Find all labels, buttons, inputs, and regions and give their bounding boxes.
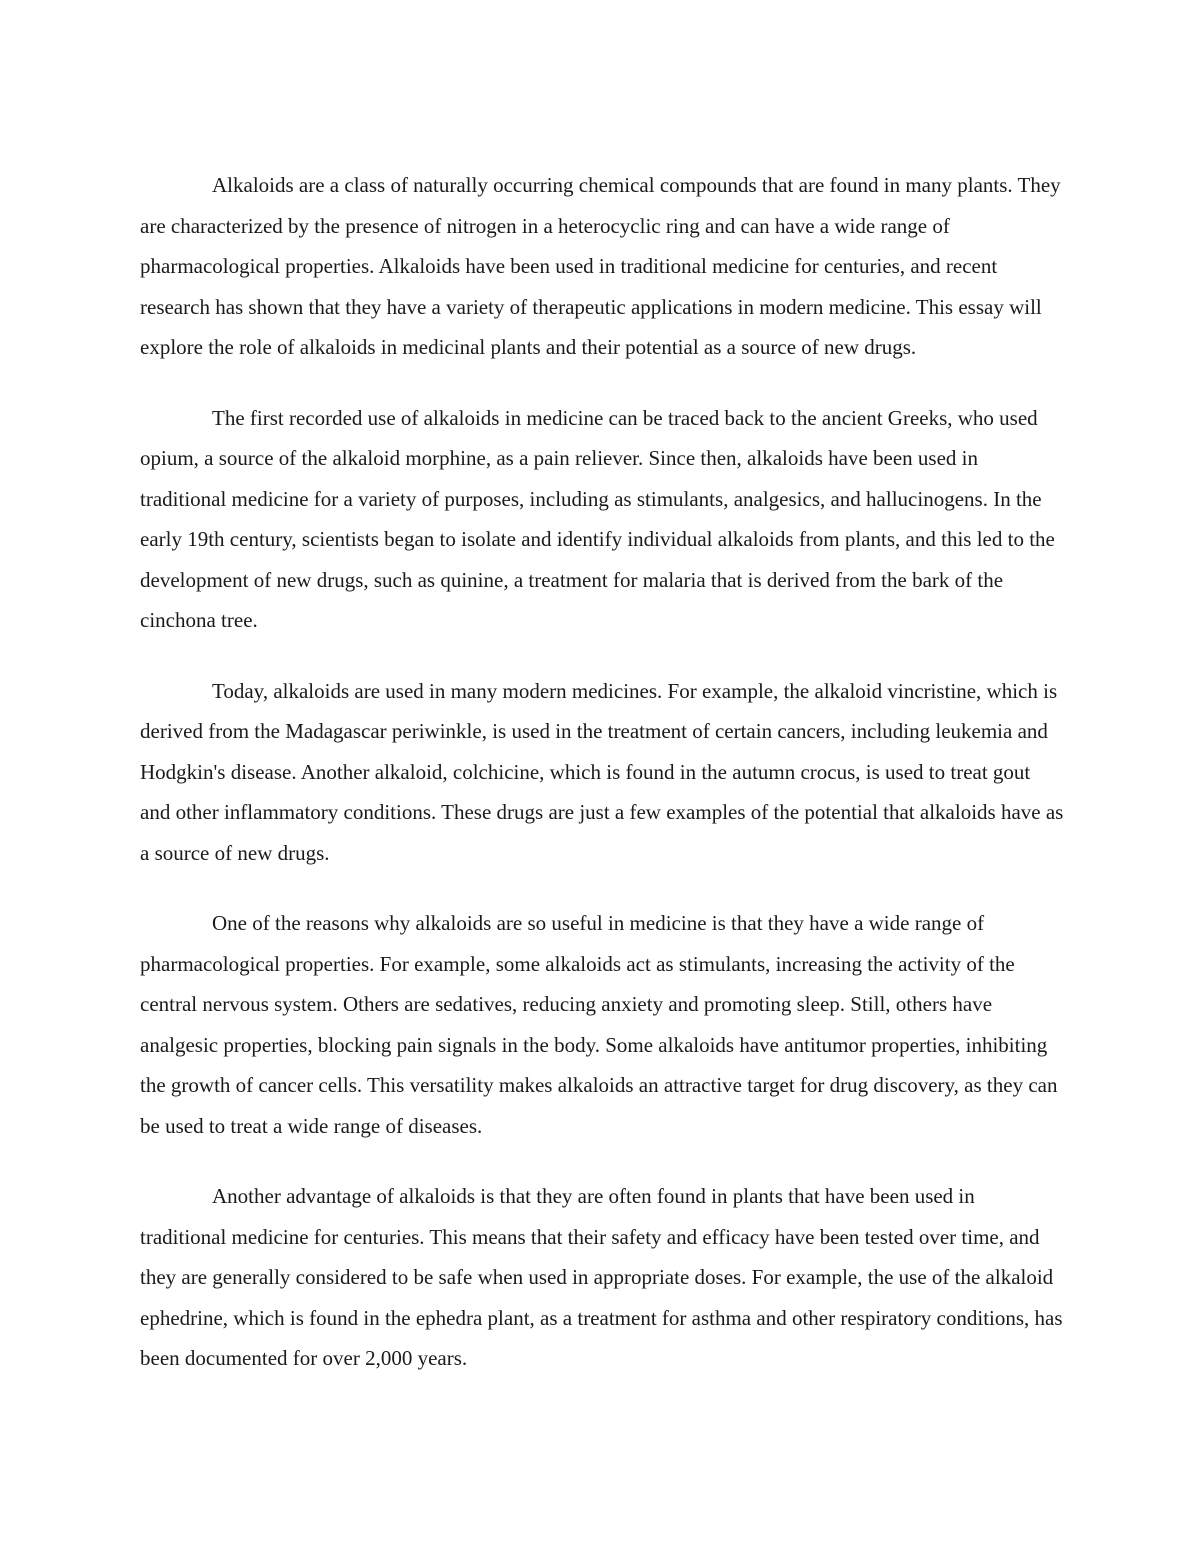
paragraph-2: The first recorded use of alkaloids in medicine can be traced back to the ancient Greeks, who used opium, a source of the alkaloid morphine, as a pain reliever. Since then, alkaloids have been used in traditional medicine for a variety of purposes, including as stimulants, analgesics, and hallucinogens. In the early 19th century, scientists began to isolate and identify individual alkaloids from plants, and this led to the development of new drugs, such as quinine, a treatment for malaria that is derived from the bark of the cinchona tree.: [140, 405, 1055, 632]
paragraph-5: Another advantage of alkaloids is that they are often found in plants that have been used in traditional medicine for centuries. This means that their safety and efficacy have been tested over time, and they are generally considered to be safe when used in appropriate doses. For example, the use of the alkaloid ephedrine, which is found in the ephedra plant, as a treatment for asthma and other respiratory conditions, has been documented for over 2,000 years.: [140, 1184, 1063, 1370]
paragraph-3: Today, alkaloids are used in many modern medicines. For example, the alkaloid vincristine, which is derived from the Madagascar periwinkle, is used in the treatment of certain cancers, including leukemia and Hodgkin's disease. Another alkaloid, colchicine, which is found in the autumn crocus, is used to treat gout and other inflammatory conditions. These drugs are just a few examples of the potential that alkaloids have as a source of new drugs.: [140, 678, 1064, 865]
essay-body: [140, 165, 1065, 1409]
paragraph-1: Alkaloids are a class of naturally occurring chemical compounds that are found in many plants. They are characterized by the presence of nitrogen in a heterocyclic ring and can have a wide range of pharmacological properties. Alkaloids have been used in traditional medicine for centuries, and recent research has shown that they have a variety of therapeutic applications in modern medicine. This essay will explore the role of alkaloids in medicinal plants and their potential as a source of new drugs.: [140, 173, 1061, 359]
paragraph-4: One of the reasons why alkaloids are so useful in medicine is that they have a wide range of pharmacological properties. For example, some alkaloids act as stimulants, increasing the activity of the central nervous system. Others are sedatives, reducing anxiety and promoting sleep. Still, others have analgesic properties, blocking pain signals in the body. Some alkaloids have antitumor properties, inhibiting the growth of cancer cells. This versatility makes alkaloids an attractive target for drug discovery, as they can be used to treat a wide range of diseases.: [140, 911, 1058, 1138]
